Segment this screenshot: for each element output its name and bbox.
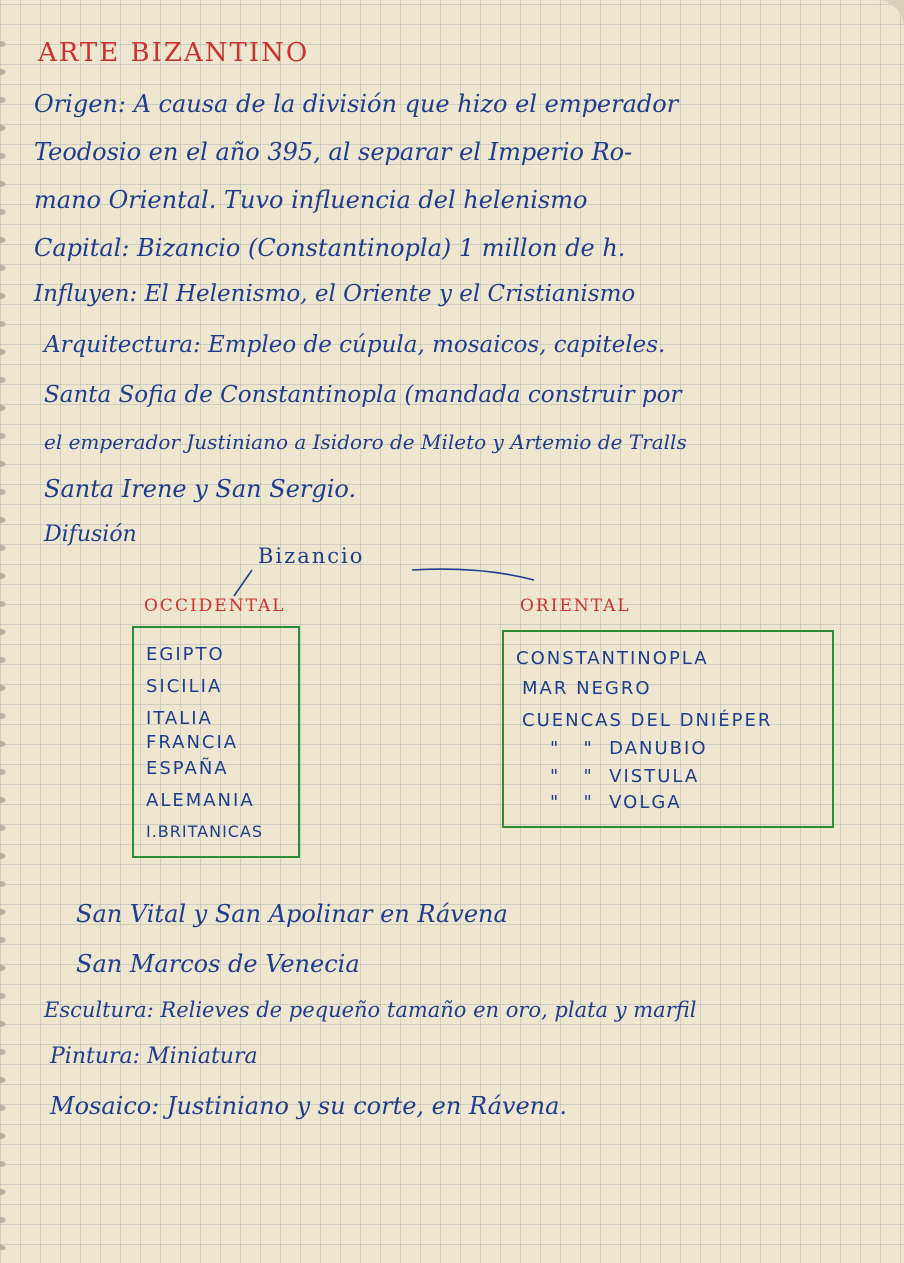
text-line-justiniano: el emperador Justiniano a Isidoro de Mileto y Artemio de Tralls <box>44 430 687 454</box>
occidental-item: ITALIA <box>146 708 213 729</box>
text-line-pintura: Pintura: Miniatura <box>50 1044 258 1069</box>
occidental-item: FRANCIA <box>146 732 239 753</box>
occidental-item: ESPAÑA <box>146 758 229 779</box>
occidental-item: I.BRITANICAS <box>146 822 264 841</box>
text-line-teodosio: Teodosio en el año 395, al separar el Imperio Ro- <box>34 138 633 166</box>
diagram-root-label: Bizancio <box>258 544 365 568</box>
text-line-santa-sofia: Santa Sofia de Constantinopla (mandada construir por <box>44 382 682 408</box>
text-line-capital: Capital: Bizancio (Constantinopla) 1 millon de h. <box>34 234 626 262</box>
occidental-item: EGIPTO <box>146 644 225 665</box>
text-line-mosaico: Mosaico: Justiniano y su corte, en Rávena. <box>50 1092 568 1120</box>
oriental-heading: ORIENTAL <box>520 596 631 616</box>
text-line-santa-irene: Santa Irene y San Sergio. <box>44 475 357 503</box>
oriental-item: MAR NEGRO <box>522 678 652 699</box>
text-line-influyen: Influyen: El Helenismo, el Oriente y el Cristianismo <box>34 281 636 307</box>
text-line-origen: Origen: A causa de la división que hizo el emperador <box>34 90 679 118</box>
text-line-san-vital: San Vital y San Apolinar en Rávena <box>76 900 508 928</box>
text-line-difusion: Difusión <box>44 522 137 547</box>
oriental-item: " " VOLGA <box>550 792 682 813</box>
oriental-item: CONSTANTINOPLA <box>516 648 709 669</box>
oriental-item: " " VISTULA <box>550 766 700 787</box>
occidental-box <box>132 626 300 858</box>
text-line-arquitectura: Arquitectura: Empleo de cúpula, mosaicos, capiteles. <box>44 332 666 358</box>
oriental-item: CUENCAS DEL DNIÉPER <box>522 710 773 731</box>
occidental-item: ALEMANIA <box>146 790 255 811</box>
occidental-heading: OCCIDENTAL <box>144 596 286 616</box>
oriental-item: " " DANUBIO <box>550 738 708 759</box>
text-line-mano-oriental: mano Oriental. Tuvo influencia del helenismo <box>34 186 588 214</box>
text-line-escultura: Escultura: Relieves de pequeño tamaño en oro, plata y marfil <box>44 998 697 1022</box>
text-line-san-marcos: San Marcos de Venecia <box>76 950 360 978</box>
occidental-item: SICILIA <box>146 676 223 697</box>
oriental-box <box>502 630 834 828</box>
page-title: ARTE BIZANTINO <box>38 38 310 68</box>
